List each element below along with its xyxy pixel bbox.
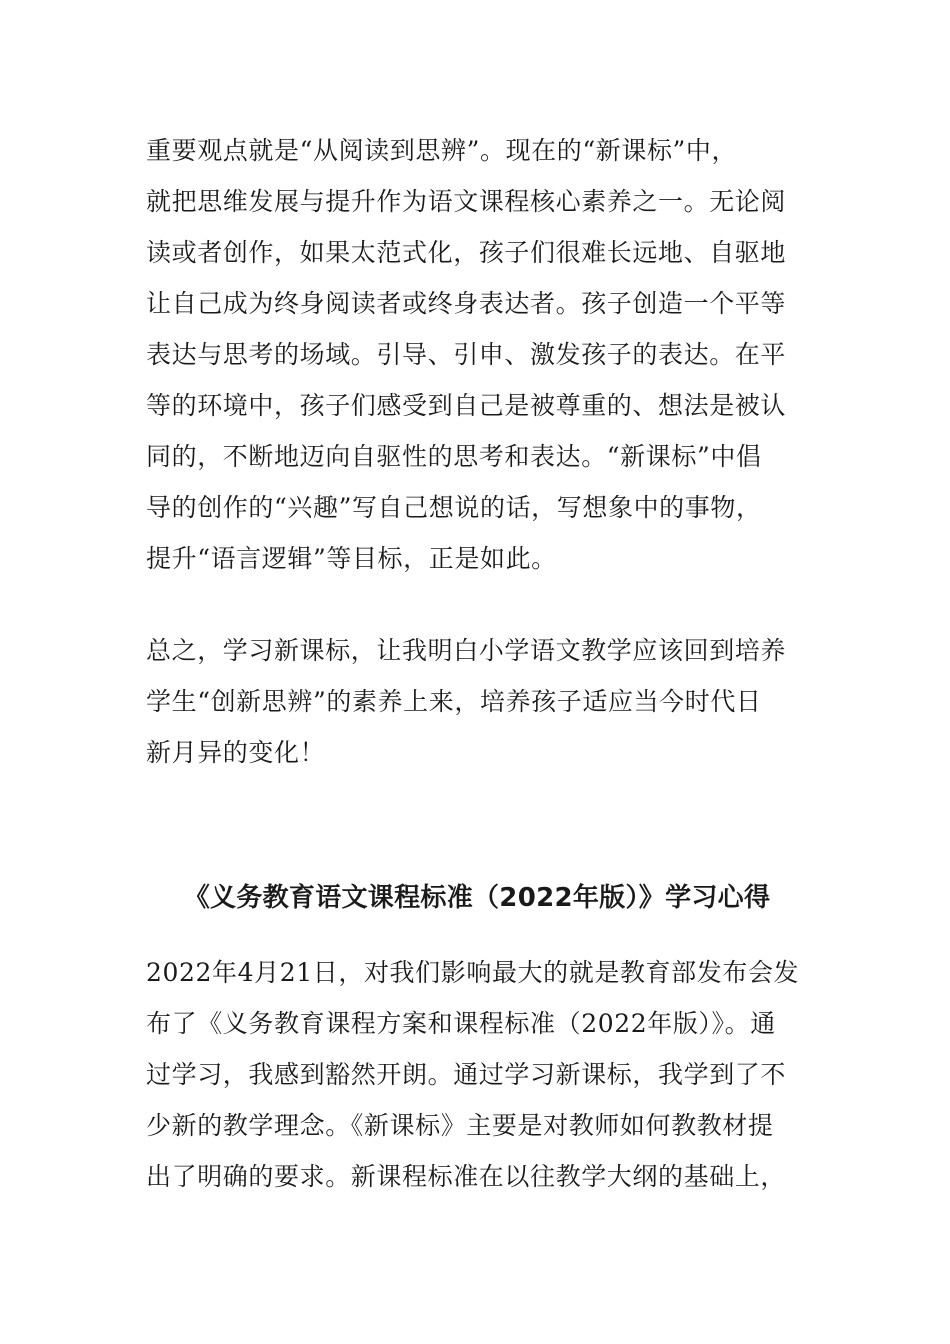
text-line: 少新的教学理念。《新课标》主要是对教师如何教教材提: [146, 1111, 774, 1140]
text-line: 布了《义务教育课程方案和课程标准（2022年版）》。通: [146, 1009, 776, 1038]
text-line: 同的，不断地迈向自驱性的思考和表达。“新课标”中倡: [146, 442, 762, 471]
text-line: 导的创作的“兴趣”写自己想说的话，写想象中的事物，: [146, 493, 762, 522]
text-line: 学生“创新思辨”的素养上来，培养孩子适应当今时代日: [146, 687, 762, 716]
text-line: 重要观点就是“从阅读到思辨”。现在的“新课标”中，: [146, 136, 738, 165]
text-line: 等的环境中，孩子们感受到自己是被尊重的、想法是被认: [146, 391, 787, 420]
section-title: 《义务教育语文课程标准（2022年版）》学习心得: [183, 883, 771, 913]
body-paragraph-3: [146, 947, 808, 1202]
text-line: 就把思维发展与提升作为语文课程核心素养之一。无论阅: [146, 187, 787, 216]
text-line: 新月异的变化！: [146, 738, 326, 767]
text-line: 2022年4月21日，对我们影响最大的就是教育部发布会发: [146, 958, 800, 987]
text-line: 读或者创作，如果太范式化，孩子们很难长远地、自驱地: [146, 238, 787, 267]
text-line: 提升“语言逻辑”等目标，正是如此。: [146, 544, 557, 573]
text-line: 出了明确的要求。新课程标准在以往教学大纲的基础上，: [146, 1162, 787, 1191]
body-paragraph-2: [146, 625, 808, 778]
text-line: 总之，学习新课标，让我明白小学语文教学应该回到培养: [146, 636, 787, 665]
text-line: 过学习，我感到豁然开朗。通过学习新课标，我学到了不: [146, 1060, 787, 1089]
body-paragraph-1: [146, 125, 808, 584]
text-line: 表达与思考的场域。引导、引申、激发孩子的表达。在平: [146, 340, 787, 369]
text-line: 让自己成为终身阅读者或终身表达者。孩子创造一个平等: [146, 289, 787, 318]
